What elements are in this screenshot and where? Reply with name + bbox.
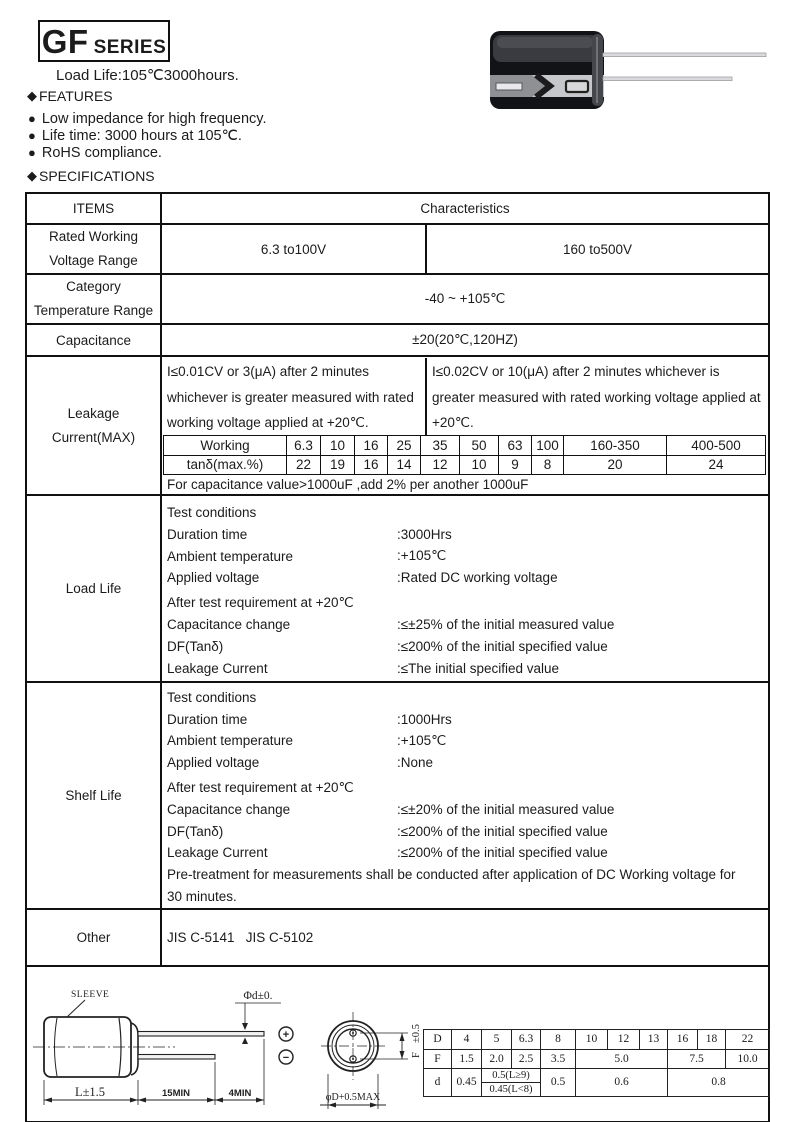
shelf-life-cell [161,682,769,909]
leakage-low-voltage-text: I≤0.01CV or 3(μA) after 2 minutes whichever is greater measured with rated working voltage applied at +20℃. [162,358,427,435]
dimension-drawing [27,967,427,1119]
table-row [26,274,769,324]
lead-positive [603,53,766,57]
voltage-col: 25 [388,436,421,456]
table-row [26,682,769,909]
arrow-icon [44,1097,52,1102]
test-conditions-title: Test conditions [167,690,257,706]
tan-value: 9 [499,455,532,475]
row-label: Category Temperature Range [26,274,161,324]
tan-value: 20 [564,455,667,475]
dimension-table [423,1029,770,1097]
f-tolerance-label: ±0.5 [411,1023,422,1043]
row-label: Load Life [26,495,161,682]
band-box-mark [566,81,588,92]
arrow-icon [370,1102,378,1107]
lead-dia-value: 0.5 [541,1068,576,1096]
plus-sign: + [282,1028,290,1041]
result-row: Capacitance change :≤±25% of the initial measured value [167,617,615,633]
d-value: 18 [698,1029,726,1049]
result-row: Leakage Current :≤The initial specified value [167,660,559,676]
condition-row: Duration time :3000Hrs [167,527,452,543]
table-row [164,455,766,475]
feature-text: Low impedance for high frequency. [41,110,267,127]
condition-row: Duration time :1000Hrs [167,711,452,727]
bung-outline [131,1023,138,1075]
list-item [28,144,266,161]
table-row [26,193,769,224]
arrow-icon [138,1097,146,1102]
list-item [28,110,266,127]
result-row: Leakage Current :≤200% of the initial specified value [167,845,608,861]
arrow-icon [256,1097,264,1102]
pretreatment-note-cont: 30 minutes. [167,889,237,905]
features-title: FEATURES [39,88,113,104]
arrow-icon [215,1097,223,1102]
voltage-high-cell: 160 to500V [426,224,769,274]
arrow-icon [400,1051,405,1059]
voltage-col: 35 [421,436,460,456]
d-value: 16 [668,1029,698,1049]
lead-tip-dim: 4MIN [228,1087,252,1099]
dim-row-label: F [424,1049,452,1068]
other-standards-value: JIS C-5141 JIS C-5102 [167,929,314,945]
specifications-table [25,192,770,1122]
lead-dia-value: 0.8 [668,1068,770,1096]
table-row [26,356,769,495]
features-list [28,110,266,161]
feature-text: Life time: 3000 hours at 105℃. [41,127,242,144]
dim-row-label: D [424,1029,452,1049]
d-value: 8 [541,1029,576,1049]
lead-dia-value: 0.45 [452,1068,482,1096]
tan-value: 10 [460,455,499,475]
table-row [26,224,769,274]
feature-text: RoHS compliance. [41,144,162,161]
table-row [164,436,766,456]
table-row [26,966,769,1122]
after-test-title: After test requirement at +20℃ [167,595,354,611]
leakage-high-voltage-text: I≤0.02CV or 10(μA) after 2 minutes whichever is greater measured with rated working voltage applied at +20℃. [432,364,761,430]
voltage-col: 400-500 [667,436,766,456]
voltage-col: 160-350 [564,436,667,456]
leakage-cell [161,356,769,495]
lead-negative-drawing [138,1054,215,1059]
voltage-col: 63 [499,436,532,456]
row-label: Other [26,909,161,966]
table-row [424,1068,770,1096]
capacitor-photo [488,28,788,112]
lead-length-dim: 15MIN [162,1087,190,1099]
band-dash-mark [496,83,522,90]
lead-dia-value: 0.6 [576,1068,668,1096]
capacitance-tolerance-cell: ±20(20℃,120HZ) [161,324,769,356]
table-row [26,324,769,356]
f-value: 7.5 [668,1049,726,1068]
row-label: Leakage Current(MAX) [26,356,161,495]
bullet-icon: ● [28,145,36,160]
test-conditions-title: Test conditions [167,505,257,521]
f-dim-label: F [411,1051,422,1058]
arrow-icon [207,1097,215,1102]
bullet-icon: ● [28,128,36,143]
f-value: 3.5 [541,1049,576,1068]
bottom-diameter-label: φD+0.5MAX [325,1091,381,1103]
row-label: Capacitance [26,324,161,356]
sleeve-leader-line [67,1000,85,1017]
sleeve-label: SLEEVE [71,989,110,1000]
lead-positive-drawing [138,1031,264,1036]
body-gloss [497,37,593,48]
tan-value: 22 [287,455,321,475]
voltage-col: 10 [321,436,355,456]
col-header-items: ITEMS [26,193,161,224]
features-heading [27,88,113,104]
f-value: 1.5 [452,1049,482,1068]
tan-value: 24 [667,455,766,475]
after-test-title: After test requirement at +20℃ [167,780,354,796]
tan-value: 19 [321,455,355,475]
col-header-characteristics: Characteristics [161,193,769,224]
pretreatment-note: Pre-treatment for measurements shall be conducted after application of DC Working voltage for [167,867,736,883]
lead-hole-bottom-dot [352,1058,354,1060]
diamond-icon: ◆ [27,168,37,183]
condition-row: Ambient temperature :+105℃ [167,548,447,564]
result-row: DF(Tanδ) :≤200% of the initial specified value [167,638,608,654]
temperature-range-cell: -40 ~ +105℃ [161,274,769,324]
d-value: 5 [482,1029,512,1049]
working-voltage-header: Working [164,436,287,456]
result-row: DF(Tanδ) :≤200% of the initial specified value [167,823,608,839]
voltage-col: 16 [355,436,388,456]
row-label: Shelf Life [26,682,161,909]
tan-value: 16 [355,455,388,475]
d-value: 13 [640,1029,668,1049]
table-row [424,1029,770,1049]
f-value: 2.5 [512,1049,541,1068]
arrow-icon [130,1097,138,1102]
tan-delta-header: tanδ(max.%) [164,455,287,475]
f-value: 10.0 [726,1049,770,1068]
arrow-icon [328,1102,336,1107]
lead-dia-split-cell [482,1068,541,1096]
series-name: GF [41,23,89,60]
f-value: 2.0 [482,1049,512,1068]
load-life-cell [161,495,769,682]
voltage-low-cell: 6.3 to100V [161,224,426,274]
result-row: Capacitance change :≤±20% of the initial measured value [167,802,615,818]
d-value: 12 [608,1029,640,1049]
specifications-title: SPECIFICATIONS [39,168,155,184]
lead-diameter-label: Φd±0. [243,989,273,1002]
table-row [26,909,769,966]
table-row [26,495,769,682]
d-value: 22 [726,1029,770,1049]
tan-value: 8 [532,455,564,475]
dimension-drawing-cell [26,966,769,1122]
tan-value: 14 [388,455,421,475]
series-title-box [38,20,170,62]
list-item [28,127,266,144]
dim-row-label: d [424,1068,452,1096]
body-length-dim: L±1.5 [74,1084,106,1099]
specifications-heading [27,168,155,184]
minus-sign: − [282,1051,290,1064]
row-label: Rated Working Voltage Range [26,224,161,274]
voltage-col: 100 [532,436,564,456]
lead-dia-value: 0.5(L≥9) [492,1069,530,1081]
d-value: 6.3 [512,1029,541,1049]
series-suffix: SERIES [93,37,167,58]
voltage-col: 6.3 [287,436,321,456]
condition-row: Ambient temperature :+105℃ [167,732,447,749]
arrow-down-icon [242,1023,248,1030]
tan-value: 12 [421,455,460,475]
lead-negative [603,77,732,81]
d-value: 4 [452,1029,482,1049]
lead-dia-value: 0.45(L<8) [482,1082,540,1096]
leakage-note: For capacitance value>1000uF ,add 2% per another 1000uF [167,477,529,492]
tan-delta-table [163,435,766,475]
condition-row: Applied voltage :Rated DC working voltage [167,570,558,586]
f-value: 5.0 [576,1049,668,1068]
voltage-col: 50 [460,436,499,456]
other-standards-cell [161,909,769,966]
d-value: 10 [576,1029,608,1049]
table-row [424,1049,770,1068]
diamond-icon: ◆ [27,88,37,103]
arrow-up-icon [242,1037,248,1044]
bullet-icon: ● [28,111,36,126]
arrow-icon [400,1033,405,1041]
condition-row: Applied voltage :None [167,755,434,771]
load-life-subtitle: Load Life:105℃3000hours. [56,67,239,84]
